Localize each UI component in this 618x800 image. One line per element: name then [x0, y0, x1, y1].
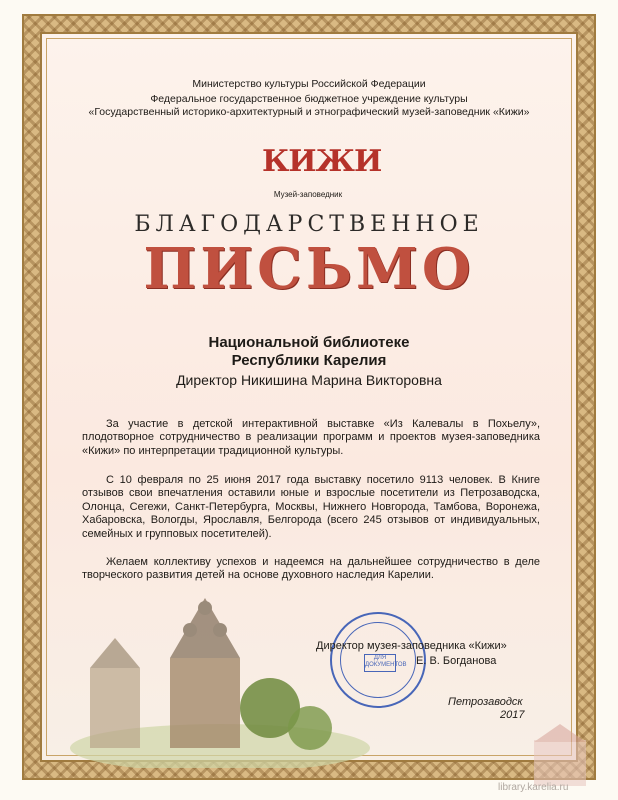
signature-title: Директор музея-заповедника «Кижи» [316, 640, 507, 652]
kizhi-church-illustration [70, 578, 370, 768]
stamp-center-label: ДЛЯ ДОКУМЕНТОВ [364, 654, 396, 672]
title-line-1: БЛАГОДАРСТВЕННОЕ [134, 212, 484, 237]
ministry-line: Министерство культуры Российской Федерации [192, 78, 426, 90]
institution-line-2: «Государственный историко-архитектурный и этнографический музей-заповедник «Кижи» [88, 106, 530, 118]
paragraph-wishes: Желаем коллективу успехов и надеемся на дальнейшее сотрудничество в деле творческого развития детей на основе духовного наследия Карелии. [82, 556, 540, 582]
logo-wordmark: КИЖИ [262, 144, 382, 179]
watermark-text: library.karelia.ru [498, 782, 569, 793]
kizhi-logo [262, 144, 382, 210]
recipient-line-1: Национальной библиотеке [208, 334, 410, 351]
institution-line-1: Федеральное государственное бюджетное учреждение культуры [150, 93, 468, 105]
logo-subtitle: Музей-заповедник [273, 190, 343, 199]
library-watermark-logo [530, 720, 590, 790]
signature-year: 2017 [500, 709, 525, 721]
signature-city: Петрозаводск [448, 696, 523, 708]
paragraph-statistics: С 10 февраля по 25 июня 2017 года выставку посетило 9113 человек. В Книге отзывов свои впечатления оставили юные и взрослые посетители из Петрозаводска, Олонца, Сегежи, Санкт-Петербурга, Москвы, Нижнего Новгорода, Тамбова, Воронежа, Хабаровска, Вологды, Ярославля, Белгорода (всего 245 отзывов от индивидуальных, семейных и групповых посетителей). [82, 474, 540, 540]
signature-name: Е. В. Богданова [416, 655, 497, 667]
title-line-2: ПИСЬМО [143, 236, 475, 302]
recipient-line-2: Республики Карелия [231, 352, 387, 369]
paragraph-gratitude: За участие в детской интерактивной выставке «Из Калевалы в Похьелу», плодотворное сотрудничество в реализации программ и проектов музея-заповедника «Кижи» по интерпретации традиционной культуры. [82, 418, 540, 457]
recipient-director: Директор Никишина Марина Викторовна [176, 372, 442, 388]
official-stamp [330, 612, 426, 708]
